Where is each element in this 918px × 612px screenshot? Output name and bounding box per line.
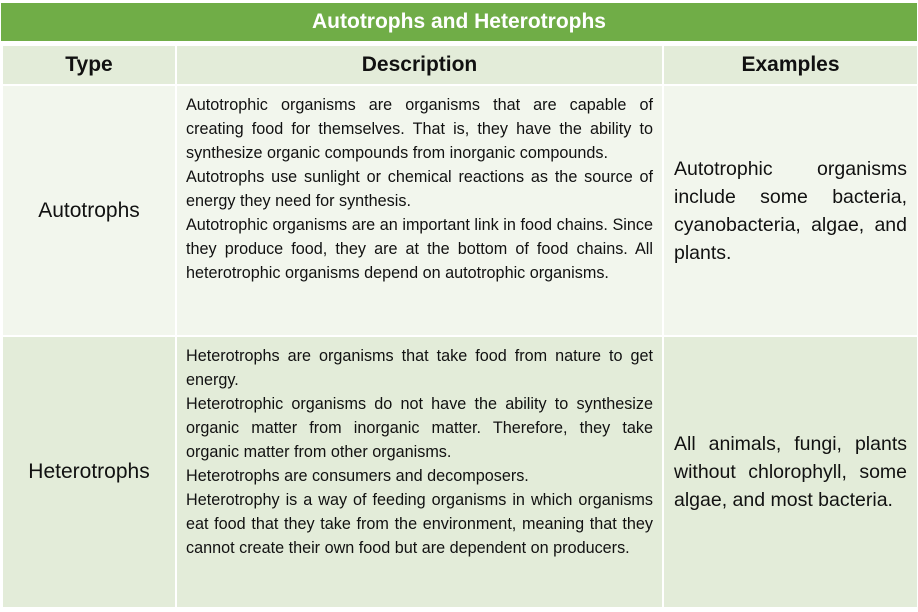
header-row bbox=[2, 45, 918, 85]
type-cell-autotrophs: Autotrophs bbox=[2, 85, 176, 336]
examples-cell-autotrophs: Autotrophic organisms include some bacteria, cyanobacteria, algae, and plants. bbox=[663, 85, 918, 336]
description-cell-autotrophs bbox=[176, 85, 663, 336]
description-paragraph: Heterotrophs are organisms that take food from nature to get energy. bbox=[186, 347, 653, 389]
table-row bbox=[2, 336, 918, 608]
header-description: Description bbox=[176, 45, 663, 85]
description-paragraph: Autotrophs use sunlight or chemical reactions as the source of energy they need for synthesis. bbox=[186, 168, 653, 210]
table-row bbox=[2, 85, 918, 336]
table-title: Autotrophs and Heterotrophs bbox=[1, 3, 917, 41]
description-cell-heterotrophs bbox=[176, 336, 663, 608]
type-cell-heterotrophs: Heterotrophs bbox=[2, 336, 176, 608]
description-paragraph: Autotrophic organisms are organisms that are capable of creating food for themselves. That is, they have the ability to synthesize organic compounds from inorganic compounds. bbox=[186, 96, 653, 162]
description-paragraph: Heterotrophy is a way of feeding organisms in which organisms eat food that they take from the environment, meaning that they cannot create their own food but are dependent on producers. bbox=[186, 491, 653, 557]
examples-cell-heterotrophs: All animals, fungi, plants without chlorophyll, some algae, and most bacteria. bbox=[663, 336, 918, 608]
header-examples: Examples bbox=[663, 45, 918, 85]
description-paragraph: Heterotrophic organisms do not have the ability to synthesize organic matter from inorganic matter. Therefore, they take organic matter from other organisms. bbox=[186, 395, 653, 461]
description-paragraph: Heterotrophs are consumers and decomposers. bbox=[186, 467, 529, 485]
description-paragraph: Autotrophic organisms are an important link in food chains. Since they produce food, they are at the bottom of food chains. All heterotrophic organisms depend on autotrophic organisms. bbox=[186, 216, 653, 282]
comparison-table bbox=[1, 44, 918, 609]
header-type: Type bbox=[2, 45, 176, 85]
